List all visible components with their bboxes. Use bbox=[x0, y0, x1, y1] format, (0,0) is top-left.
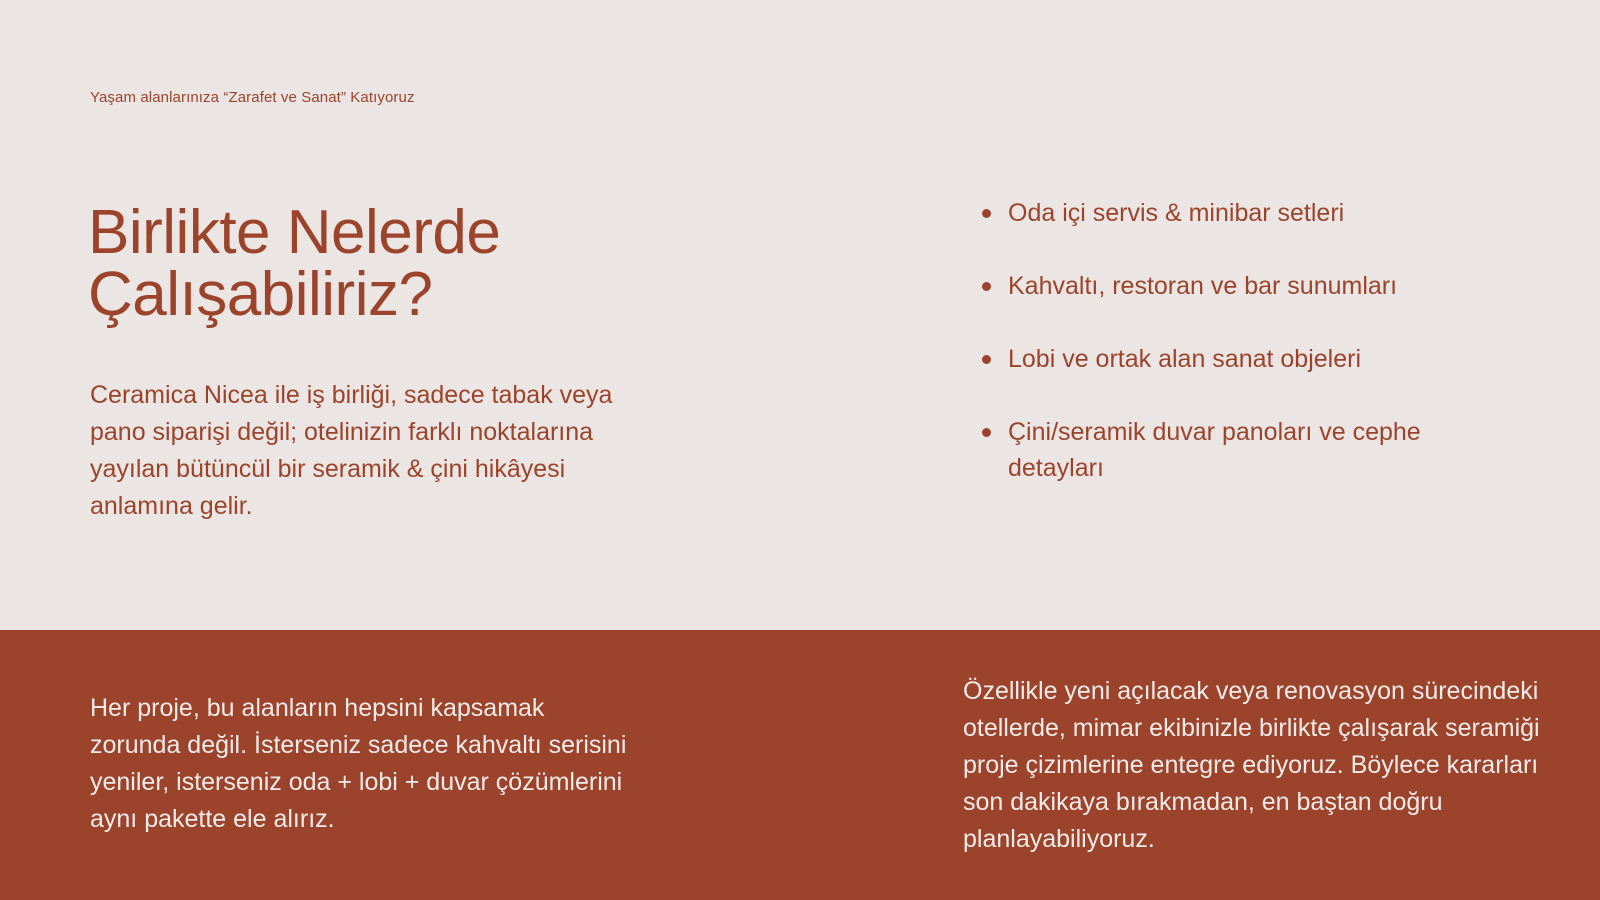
bullet-dot-icon bbox=[982, 355, 991, 364]
page-title bbox=[88, 198, 688, 329]
list-item-text: Lobi ve ortak alan sanat objeleri bbox=[1008, 345, 1362, 373]
list-item-text: Oda içi servis & minibar setleri bbox=[1008, 199, 1345, 227]
tagline: Yaşam alanlarınıza “Zarafet ve Sanat” Katıyoruz bbox=[90, 89, 415, 106]
project-scope-paragraph: Her proje, bu alanların hepsini kapsamak zorunda değil. İsterseniz sadece kahvaltı serisini yeniler, isterseniz oda + lobi + duvar çözümlerini aynı pakette ele alırız. bbox=[90, 694, 627, 833]
list-item bbox=[982, 414, 1502, 486]
list-item-text: Çini/seramik duvar panoları ve cephe detayları bbox=[1008, 418, 1421, 482]
architect-collaboration-paragraph: Özellikle yeni açılacak veya renovasyon sürecindeki otellerde, mimar ekibinizle birlikte çalışarak seramiği proje çizimlerine entegre ediyoruz. Böylece kararları son dakikaya bırakmadan, en baştan doğru planlayabiliyoruz. bbox=[963, 677, 1540, 853]
bottom-band bbox=[0, 630, 1600, 900]
bullet-dot-icon bbox=[982, 209, 991, 218]
page-title-line-1: Birlikte Nelerde bbox=[88, 198, 501, 267]
list-item bbox=[982, 268, 1502, 304]
bullet-dot-icon bbox=[982, 428, 991, 437]
list-item-text: Kahvaltı, restoran ve bar sunumları bbox=[1008, 272, 1398, 300]
bullet-dot-icon bbox=[982, 282, 991, 291]
list-item bbox=[982, 341, 1502, 377]
page-title-line-2: Çalışabiliriz? bbox=[88, 260, 433, 329]
list-item bbox=[982, 195, 1502, 231]
intro-paragraph: Ceramica Nicea ile iş birliği, sadece tabak veya pano siparişi değil; otelinizin farklı noktalarına yayılan bütüncül bir seramik & çini hikâyesi anlamına gelir. bbox=[90, 381, 613, 520]
collaboration-areas-list bbox=[982, 195, 1502, 523]
